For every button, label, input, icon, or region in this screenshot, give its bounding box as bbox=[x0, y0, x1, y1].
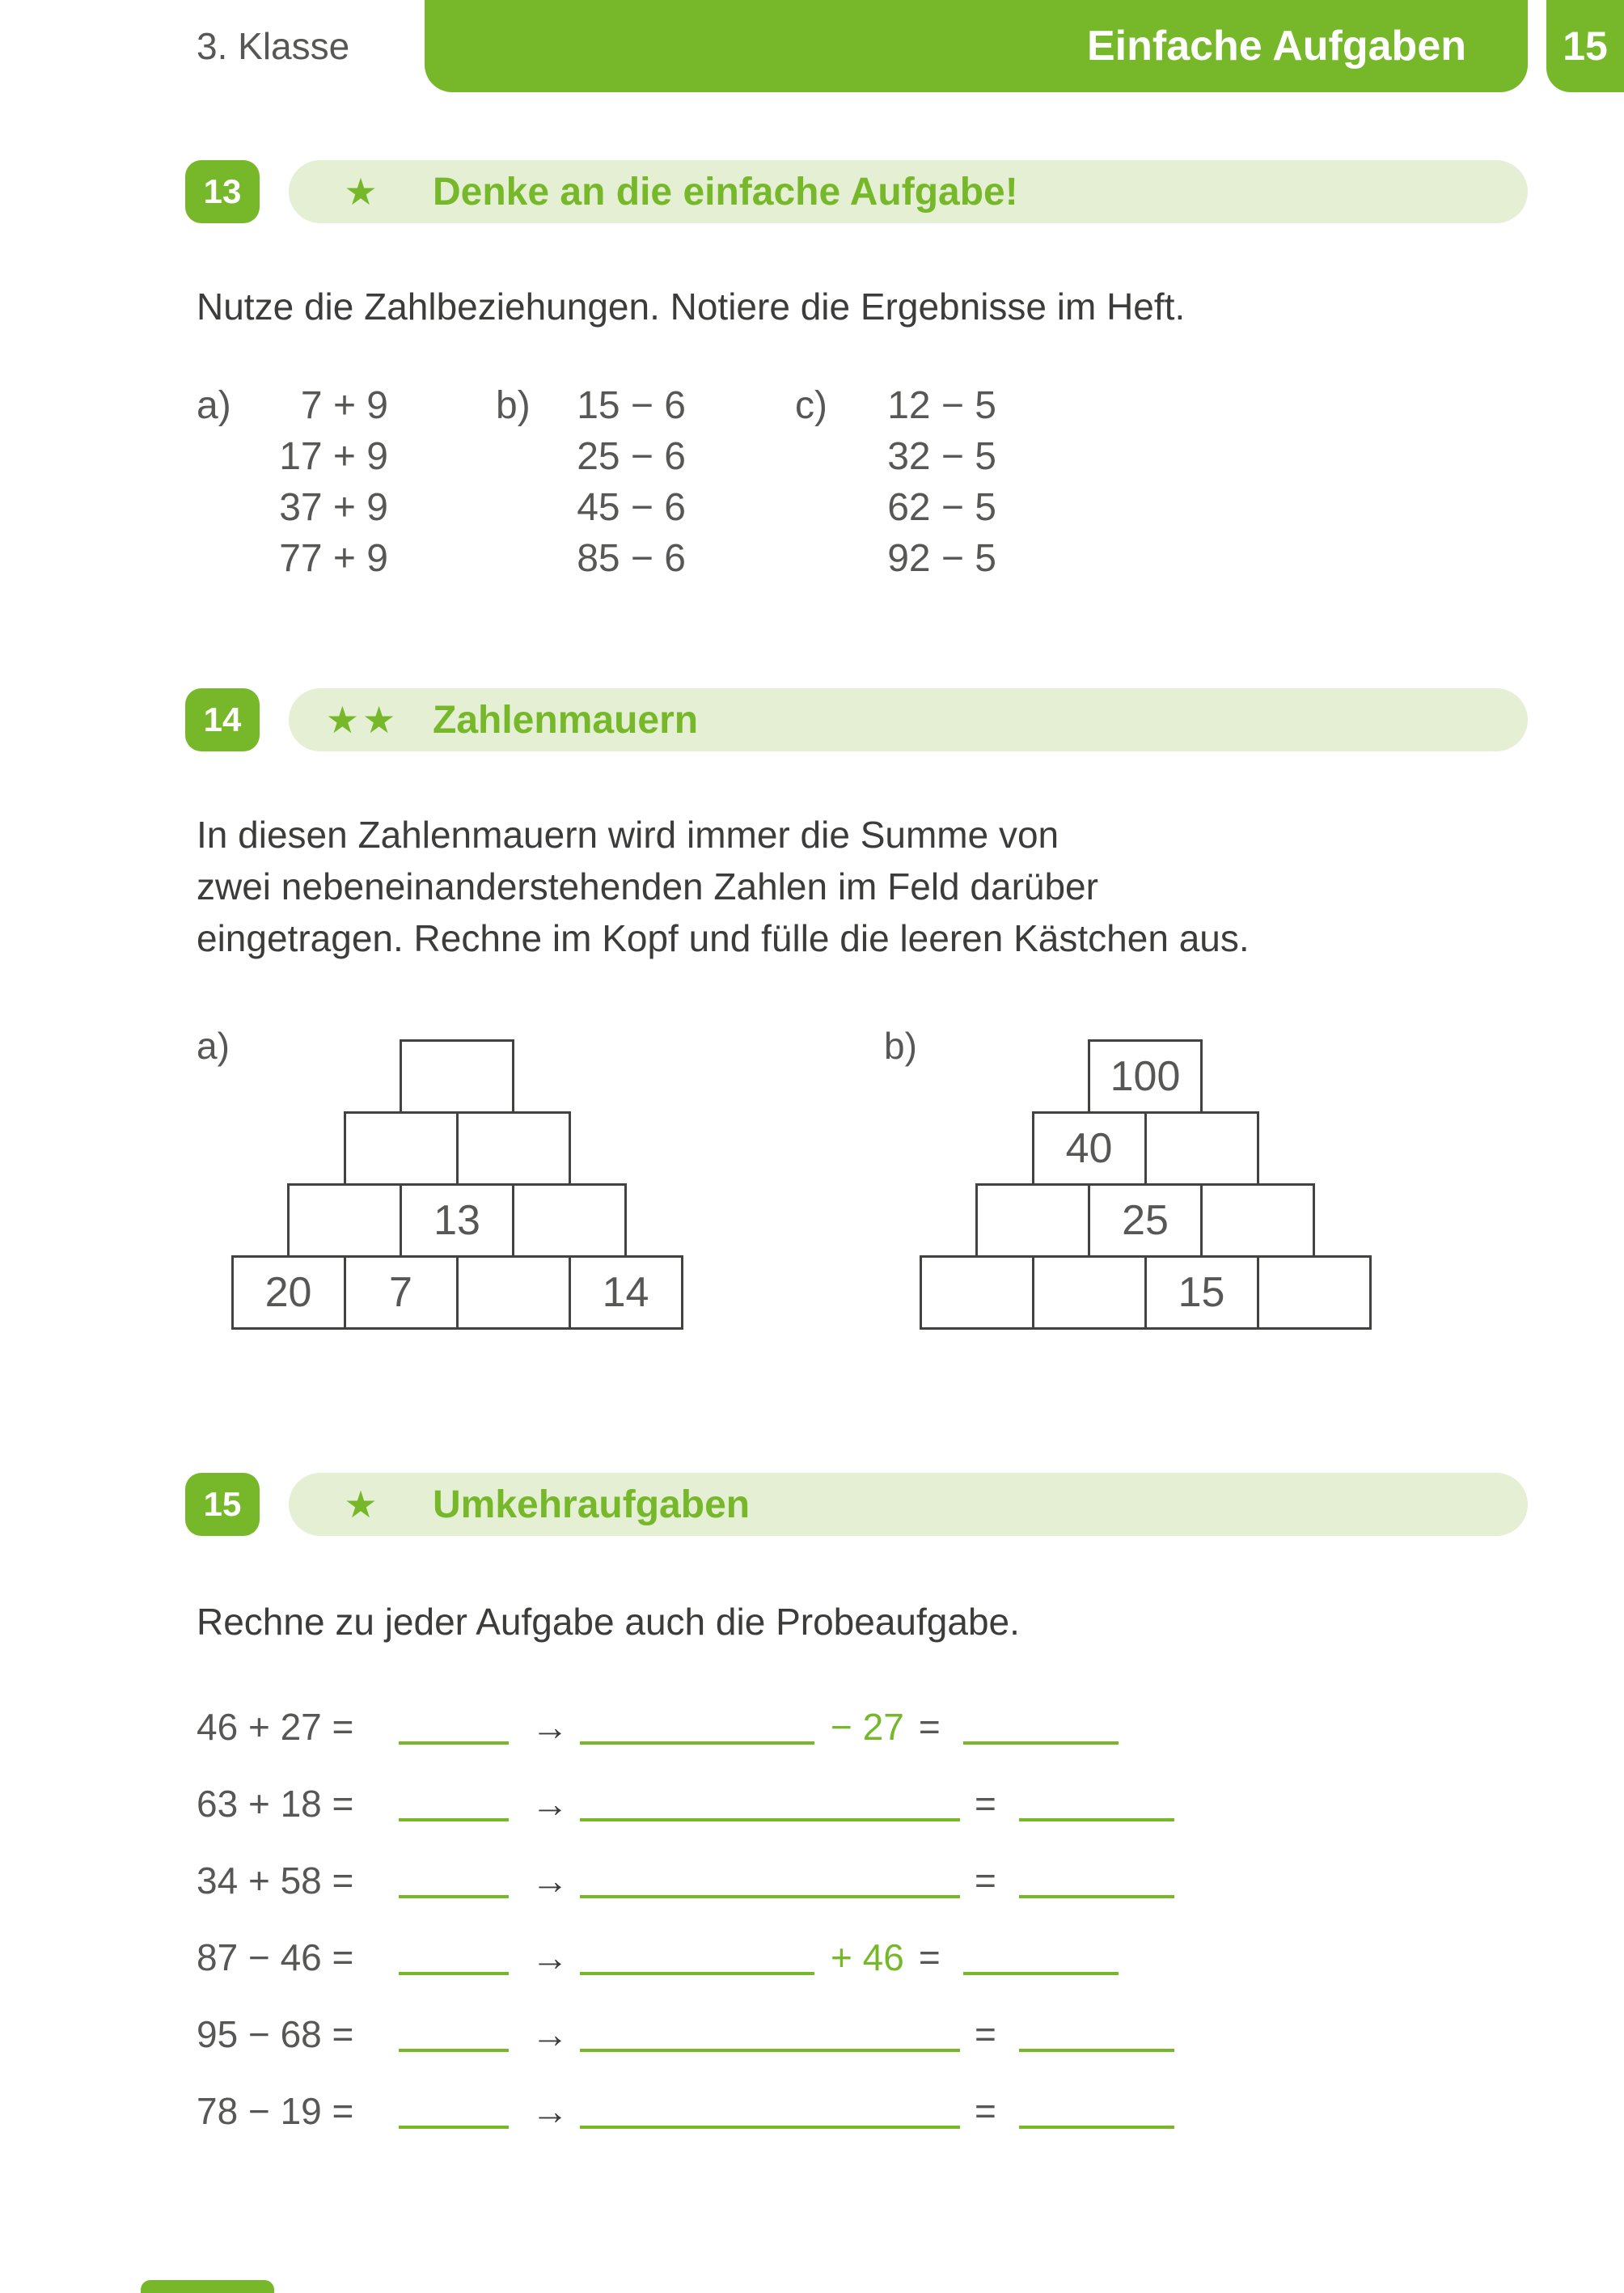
pyramid-a-label: a) bbox=[197, 1025, 230, 1067]
answer-blank bbox=[399, 2049, 509, 2052]
header-title: Einfache Aufgaben bbox=[1086, 23, 1466, 70]
exercise-13-number-badge: 13 bbox=[185, 160, 260, 223]
column-label: a) bbox=[197, 384, 231, 427]
math-item: 7 + 9 bbox=[300, 384, 388, 427]
column-items bbox=[256, 380, 388, 584]
pyramid-row bbox=[230, 1039, 684, 1114]
pyramid-cell bbox=[456, 1111, 571, 1186]
answer-blank bbox=[399, 1818, 509, 1821]
equals-sign: = bbox=[918, 1706, 941, 1748]
pyramid-cell bbox=[400, 1039, 514, 1114]
answer-blank bbox=[399, 2126, 509, 2129]
paragraph-line: In diesen Zahlenmauern wird immer die Summe von bbox=[197, 814, 1059, 856]
footer-tab bbox=[141, 2280, 274, 2293]
operation-hint: − 27 bbox=[831, 1706, 904, 1748]
pyramid-row bbox=[918, 1183, 1372, 1258]
column-label: c) bbox=[795, 384, 827, 427]
exercise-15-instruction: Rechne zu jeder Aufgabe auch die Probeaufgabe. bbox=[197, 1601, 1020, 1643]
column-label: b) bbox=[496, 384, 531, 427]
equals-sign: = bbox=[918, 1936, 941, 1978]
pyramid-cell bbox=[1144, 1111, 1259, 1186]
answer-blank bbox=[580, 2049, 960, 2052]
pyramid-cell bbox=[287, 1183, 402, 1258]
arrow-icon: → bbox=[531, 1706, 569, 1748]
answer-blank bbox=[580, 1972, 814, 1975]
pyramid-row bbox=[918, 1039, 1372, 1114]
number-pyramid-a bbox=[230, 1039, 684, 1330]
exercise-15-header bbox=[0, 1473, 1624, 1536]
exercise-13-title-bar bbox=[289, 160, 1528, 223]
exercise-14-title-bar bbox=[289, 688, 1528, 751]
problem-list bbox=[197, 1689, 1174, 2150]
problem-expression: 63 + 18 = bbox=[197, 1783, 354, 1825]
math-item: 12 − 5 bbox=[887, 384, 996, 427]
answer-blank bbox=[1019, 2049, 1174, 2052]
exercise-14-number-badge: 14 bbox=[185, 688, 260, 751]
header-bar bbox=[425, 0, 1528, 92]
problem-row bbox=[197, 1689, 1174, 1766]
problem-expression: 34 + 58 = bbox=[197, 1859, 354, 1902]
answer-blank bbox=[580, 1741, 814, 1745]
exercise-14-title: Zahlenmauern bbox=[433, 698, 699, 742]
arrow-icon: → bbox=[531, 1859, 569, 1902]
pyramid-cell: 14 bbox=[569, 1255, 683, 1330]
math-item: 45 − 6 bbox=[577, 486, 686, 529]
math-column-b bbox=[496, 380, 686, 584]
math-item: 62 − 5 bbox=[887, 486, 996, 529]
math-item: 32 − 5 bbox=[887, 435, 996, 478]
math-item: 77 + 9 bbox=[279, 537, 388, 580]
grade-label: 3. Klasse bbox=[197, 25, 350, 67]
pyramid-cell bbox=[344, 1111, 459, 1186]
column-items bbox=[555, 380, 686, 584]
arrow-icon: → bbox=[531, 1783, 569, 1825]
operation-hint: + 46 bbox=[831, 1936, 904, 1978]
pyramid-cell bbox=[975, 1183, 1090, 1258]
equals-sign: = bbox=[975, 1783, 996, 1825]
difficulty-stars-icon: ★★ bbox=[325, 699, 400, 741]
equals-sign: = bbox=[975, 2013, 996, 2055]
answer-blank bbox=[399, 1741, 509, 1745]
math-column-c bbox=[795, 380, 996, 584]
pyramid-cell: 13 bbox=[400, 1183, 514, 1258]
problem-expression: 95 − 68 = bbox=[197, 2013, 354, 2055]
number-pyramid-b bbox=[918, 1039, 1372, 1330]
arrow-icon: → bbox=[531, 1936, 569, 1978]
answer-blank bbox=[963, 1972, 1119, 1975]
difficulty-stars-icon: ★ bbox=[344, 171, 381, 213]
paragraph-line: eingetragen. Rechne im Kopf und fülle die leeren Kästchen aus. bbox=[197, 917, 1250, 959]
difficulty-stars-icon: ★ bbox=[344, 1483, 381, 1525]
pyramid-cell: 20 bbox=[231, 1255, 346, 1330]
pyramid-cell: 25 bbox=[1088, 1183, 1203, 1258]
pyramid-cell bbox=[1257, 1255, 1372, 1330]
column-items bbox=[865, 380, 996, 584]
pyramid-row bbox=[918, 1255, 1372, 1330]
answer-blank bbox=[1019, 2126, 1174, 2129]
arrow-icon: → bbox=[531, 2090, 569, 2132]
arrow-icon: → bbox=[531, 2013, 569, 2055]
page-number-tab bbox=[1546, 0, 1624, 92]
problem-row bbox=[197, 2073, 1174, 2150]
answer-blank bbox=[399, 1895, 509, 1898]
math-item: 37 + 9 bbox=[279, 486, 388, 529]
exercise-15-title: Umkehraufgaben bbox=[433, 1483, 751, 1526]
equals-sign: = bbox=[975, 2090, 996, 2132]
problem-row bbox=[197, 1996, 1174, 2073]
exercise-13-header bbox=[0, 160, 1624, 223]
answer-blank bbox=[580, 1818, 960, 1821]
answer-blank bbox=[580, 1895, 960, 1898]
math-item: 15 − 6 bbox=[577, 384, 686, 427]
exercise-14-instruction bbox=[197, 809, 1250, 964]
math-item: 17 + 9 bbox=[279, 435, 388, 478]
page-number: 15 bbox=[1563, 23, 1608, 69]
problem-expression: 87 − 46 = bbox=[197, 1936, 354, 1978]
pyramid-b-label: b) bbox=[884, 1025, 917, 1067]
answer-blank bbox=[580, 2126, 960, 2129]
math-item: 85 − 6 bbox=[577, 537, 686, 580]
problem-expression: 78 − 19 = bbox=[197, 2090, 354, 2132]
pyramid-cell bbox=[1032, 1255, 1147, 1330]
answer-blank bbox=[1019, 1895, 1174, 1898]
pyramid-cell: 15 bbox=[1144, 1255, 1259, 1330]
math-column-a bbox=[197, 380, 388, 584]
pyramid-row bbox=[230, 1183, 684, 1258]
math-item: 25 − 6 bbox=[577, 435, 686, 478]
exercise-15-number-badge: 15 bbox=[185, 1473, 260, 1536]
answer-blank bbox=[399, 1972, 509, 1975]
answer-blank bbox=[1019, 1818, 1174, 1821]
pyramid-cell bbox=[1200, 1183, 1315, 1258]
problem-row bbox=[197, 1919, 1174, 1996]
answer-blank bbox=[963, 1741, 1119, 1745]
pyramid-cell bbox=[920, 1255, 1034, 1330]
exercise-13-instruction: Nutze die Zahlbeziehungen. Notiere die Ergebnisse im Heft. bbox=[197, 286, 1186, 328]
pyramid-row bbox=[230, 1111, 684, 1186]
equals-sign: = bbox=[975, 1859, 996, 1902]
pyramid-cell: 7 bbox=[344, 1255, 459, 1330]
paragraph-line: zwei nebeneinanderstehenden Zahlen im Feld darüber bbox=[197, 865, 1098, 907]
exercise-13-title: Denke an die einfache Aufgabe! bbox=[433, 170, 1018, 214]
exercise-15-title-bar bbox=[289, 1473, 1528, 1536]
problem-row bbox=[197, 1766, 1174, 1842]
pyramid-cell bbox=[512, 1183, 627, 1258]
pyramid-cell: 40 bbox=[1032, 1111, 1147, 1186]
pyramid-cell: 100 bbox=[1088, 1039, 1203, 1114]
pyramid-row bbox=[918, 1111, 1372, 1186]
problem-row bbox=[197, 1842, 1174, 1919]
problem-expression: 46 + 27 = bbox=[197, 1706, 354, 1748]
pyramid-row bbox=[230, 1255, 684, 1330]
math-item: 92 − 5 bbox=[887, 537, 996, 580]
exercise-14-header bbox=[0, 688, 1624, 751]
pyramid-cell bbox=[456, 1255, 571, 1330]
